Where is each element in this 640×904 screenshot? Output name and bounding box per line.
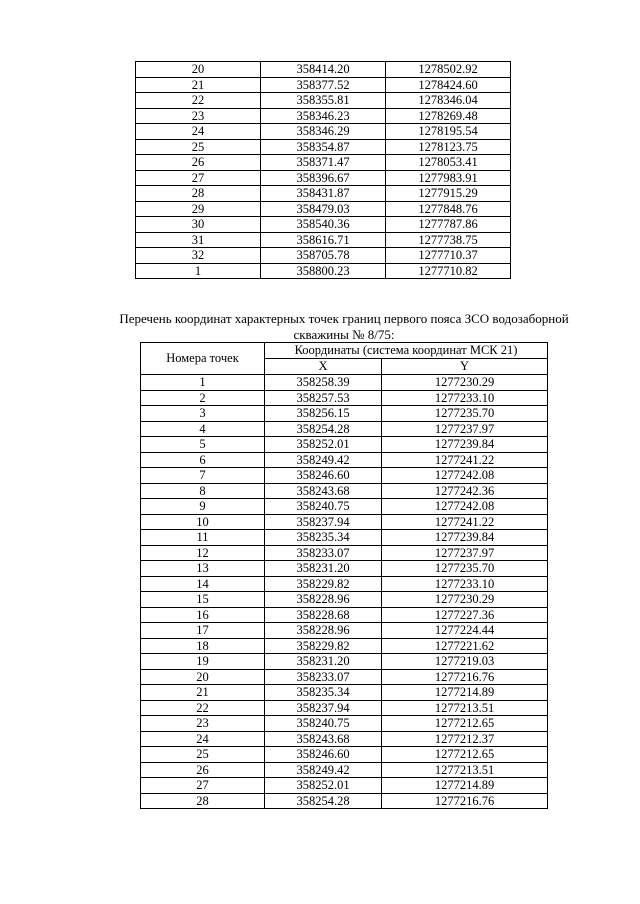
point-number-cell: 16 xyxy=(141,607,265,623)
table-row xyxy=(141,452,548,468)
table-row xyxy=(141,716,548,732)
y-coordinate-cell: 1277235.70 xyxy=(382,561,548,577)
table-row xyxy=(141,390,548,406)
point-number-cell: 24 xyxy=(136,124,261,140)
x-coordinate-cell: 358252.01 xyxy=(265,778,382,794)
y-coordinate-cell: 1277239.84 xyxy=(382,437,548,453)
y-coordinate-cell: 1277242.08 xyxy=(382,499,548,515)
table-row xyxy=(136,263,511,279)
table-row xyxy=(141,607,548,623)
y-coordinate-cell: 1277239.84 xyxy=(382,530,548,546)
point-number-cell: 19 xyxy=(141,654,265,670)
point-number-cell: 8 xyxy=(141,483,265,499)
point-number-cell: 24 xyxy=(141,731,265,747)
y-coordinate-cell: 1277983.91 xyxy=(386,170,511,186)
table-row xyxy=(141,406,548,422)
point-number-cell: 7 xyxy=(141,468,265,484)
point-number-cell: 23 xyxy=(136,108,261,124)
point-number-cell: 30 xyxy=(136,217,261,233)
well-zone-coordinates-body xyxy=(141,375,548,809)
table-row xyxy=(136,62,511,78)
x-coordinate-cell: 358231.20 xyxy=(265,654,382,670)
y-coordinate-cell: 1277216.76 xyxy=(382,669,548,685)
point-number-cell: 22 xyxy=(136,93,261,109)
y-coordinate-cell: 1278346.04 xyxy=(386,93,511,109)
y-coordinate-cell: 1278269.48 xyxy=(386,108,511,124)
table-row xyxy=(136,155,511,171)
x-coordinate-cell: 358254.28 xyxy=(265,793,382,809)
header-x: X xyxy=(265,359,382,375)
table-row xyxy=(136,170,511,186)
y-coordinate-cell: 1277848.76 xyxy=(386,201,511,217)
point-number-cell: 9 xyxy=(141,499,265,515)
header-point-numbers: Номера точек xyxy=(141,343,265,375)
y-coordinate-cell: 1277221.62 xyxy=(382,638,548,654)
x-coordinate-cell: 358231.20 xyxy=(265,561,382,577)
x-coordinate-cell: 358237.94 xyxy=(265,514,382,530)
y-coordinate-cell: 1277212.65 xyxy=(382,716,548,732)
x-coordinate-cell: 358229.82 xyxy=(265,576,382,592)
x-coordinate-cell: 358257.53 xyxy=(265,390,382,406)
y-coordinate-cell: 1278502.92 xyxy=(386,62,511,78)
y-coordinate-cell: 1277219.03 xyxy=(382,654,548,670)
point-number-cell: 20 xyxy=(136,62,261,78)
x-coordinate-cell: 358240.75 xyxy=(265,499,382,515)
y-coordinate-cell: 1278053.41 xyxy=(386,155,511,171)
y-coordinate-cell: 1277212.65 xyxy=(382,747,548,763)
x-coordinate-cell: 358235.34 xyxy=(265,530,382,546)
table-row xyxy=(141,638,548,654)
table-caption xyxy=(96,311,592,343)
y-coordinate-cell: 1277787.86 xyxy=(386,217,511,233)
point-number-cell: 27 xyxy=(141,778,265,794)
point-number-cell: 31 xyxy=(136,232,261,248)
x-coordinate-cell: 358252.01 xyxy=(265,437,382,453)
point-number-cell: 4 xyxy=(141,421,265,437)
table-row xyxy=(136,93,511,109)
table-row xyxy=(136,124,511,140)
x-coordinate-cell: 358414.20 xyxy=(261,62,386,78)
table-row xyxy=(136,139,511,155)
table-row xyxy=(141,437,548,453)
point-number-cell: 18 xyxy=(141,638,265,654)
point-number-cell: 25 xyxy=(136,139,261,155)
table-row xyxy=(141,530,548,546)
x-coordinate-cell: 358354.87 xyxy=(261,139,386,155)
y-coordinate-cell: 1277738.75 xyxy=(386,232,511,248)
y-coordinate-cell: 1277710.82 xyxy=(386,263,511,279)
x-coordinate-cell: 358396.67 xyxy=(261,170,386,186)
x-coordinate-cell: 358243.68 xyxy=(265,483,382,499)
table-header xyxy=(141,343,548,375)
continued-coordinates-table xyxy=(135,61,511,279)
point-number-cell: 17 xyxy=(141,623,265,639)
point-number-cell: 27 xyxy=(136,170,261,186)
x-coordinate-cell: 358249.42 xyxy=(265,452,382,468)
point-number-cell: 3 xyxy=(141,406,265,422)
table-row xyxy=(141,654,548,670)
continued-coordinates-body xyxy=(136,62,511,279)
table-row xyxy=(141,747,548,763)
table-row xyxy=(141,421,548,437)
point-number-cell: 1 xyxy=(136,263,261,279)
caption-line-2: скважины № 8/75: xyxy=(293,327,395,342)
point-number-cell: 20 xyxy=(141,669,265,685)
point-number-cell: 21 xyxy=(141,685,265,701)
y-coordinate-cell: 1277242.08 xyxy=(382,468,548,484)
x-coordinate-cell: 358240.75 xyxy=(265,716,382,732)
caption-line-1: Перечень координат характерных точек границ первого пояса ЗСО водозаборной xyxy=(119,311,569,326)
table-row xyxy=(141,762,548,778)
x-coordinate-cell: 358479.03 xyxy=(261,201,386,217)
table-row xyxy=(141,468,548,484)
y-coordinate-cell: 1277237.97 xyxy=(382,545,548,561)
point-number-cell: 1 xyxy=(141,375,265,391)
point-number-cell: 29 xyxy=(136,201,261,217)
table-row xyxy=(136,108,511,124)
table-row xyxy=(136,186,511,202)
x-coordinate-cell: 358243.68 xyxy=(265,731,382,747)
y-coordinate-cell: 1277237.97 xyxy=(382,421,548,437)
point-number-cell: 15 xyxy=(141,592,265,608)
x-coordinate-cell: 358431.87 xyxy=(261,186,386,202)
x-coordinate-cell: 358249.42 xyxy=(265,762,382,778)
point-number-cell: 2 xyxy=(141,390,265,406)
y-coordinate-cell: 1277213.51 xyxy=(382,700,548,716)
well-zone-coordinates-table xyxy=(140,342,548,809)
point-number-cell: 26 xyxy=(141,762,265,778)
x-coordinate-cell: 358800.23 xyxy=(261,263,386,279)
x-coordinate-cell: 358233.07 xyxy=(265,669,382,685)
table-row xyxy=(141,576,548,592)
x-coordinate-cell: 358377.52 xyxy=(261,77,386,93)
x-coordinate-cell: 358540.36 xyxy=(261,217,386,233)
table-row xyxy=(136,217,511,233)
y-coordinate-cell: 1277212.37 xyxy=(382,731,548,747)
x-coordinate-cell: 358346.23 xyxy=(261,108,386,124)
table-row xyxy=(141,793,548,809)
y-coordinate-cell: 1277227.36 xyxy=(382,607,548,623)
table-row xyxy=(141,669,548,685)
y-coordinate-cell: 1277241.22 xyxy=(382,452,548,468)
table-row xyxy=(141,499,548,515)
point-number-cell: 22 xyxy=(141,700,265,716)
table-row xyxy=(141,375,548,391)
x-coordinate-cell: 358228.68 xyxy=(265,607,382,623)
point-number-cell: 25 xyxy=(141,747,265,763)
y-coordinate-cell: 1277710.37 xyxy=(386,248,511,264)
point-number-cell: 23 xyxy=(141,716,265,732)
table-row xyxy=(136,77,511,93)
point-number-cell: 10 xyxy=(141,514,265,530)
table-row xyxy=(141,685,548,701)
table-row xyxy=(136,248,511,264)
y-coordinate-cell: 1278123.75 xyxy=(386,139,511,155)
x-coordinate-cell: 358246.60 xyxy=(265,468,382,484)
y-coordinate-cell: 1277235.70 xyxy=(382,406,548,422)
x-coordinate-cell: 358346.29 xyxy=(261,124,386,140)
table-row xyxy=(141,483,548,499)
x-coordinate-cell: 358237.94 xyxy=(265,700,382,716)
point-number-cell: 26 xyxy=(136,155,261,171)
x-coordinate-cell: 358228.96 xyxy=(265,592,382,608)
point-number-cell: 11 xyxy=(141,530,265,546)
table-row xyxy=(141,514,548,530)
x-coordinate-cell: 358371.47 xyxy=(261,155,386,171)
x-coordinate-cell: 358229.82 xyxy=(265,638,382,654)
point-number-cell: 13 xyxy=(141,561,265,577)
y-coordinate-cell: 1277214.89 xyxy=(382,685,548,701)
y-coordinate-cell: 1277216.76 xyxy=(382,793,548,809)
table-row xyxy=(141,778,548,794)
table-row xyxy=(141,623,548,639)
point-number-cell: 28 xyxy=(141,793,265,809)
x-coordinate-cell: 358355.81 xyxy=(261,93,386,109)
x-coordinate-cell: 358254.28 xyxy=(265,421,382,437)
table-row xyxy=(141,700,548,716)
point-number-cell: 5 xyxy=(141,437,265,453)
x-coordinate-cell: 358705.78 xyxy=(261,248,386,264)
x-coordinate-cell: 358235.34 xyxy=(265,685,382,701)
point-number-cell: 28 xyxy=(136,186,261,202)
table-row xyxy=(141,561,548,577)
y-coordinate-cell: 1277233.10 xyxy=(382,576,548,592)
table-row xyxy=(136,232,511,248)
y-coordinate-cell: 1277242.36 xyxy=(382,483,548,499)
point-number-cell: 21 xyxy=(136,77,261,93)
point-number-cell: 12 xyxy=(141,545,265,561)
x-coordinate-cell: 358258.39 xyxy=(265,375,382,391)
point-number-cell: 14 xyxy=(141,576,265,592)
point-number-cell: 32 xyxy=(136,248,261,264)
x-coordinate-cell: 358256.15 xyxy=(265,406,382,422)
table-row xyxy=(141,545,548,561)
y-coordinate-cell: 1277224.44 xyxy=(382,623,548,639)
point-number-cell: 6 xyxy=(141,452,265,468)
x-coordinate-cell: 358228.96 xyxy=(265,623,382,639)
table-row xyxy=(136,201,511,217)
x-coordinate-cell: 358233.07 xyxy=(265,545,382,561)
y-coordinate-cell: 1277233.10 xyxy=(382,390,548,406)
y-coordinate-cell: 1277214.89 xyxy=(382,778,548,794)
table-row xyxy=(141,731,548,747)
y-coordinate-cell: 1278195.54 xyxy=(386,124,511,140)
y-coordinate-cell: 1278424.60 xyxy=(386,77,511,93)
header-y: Y xyxy=(382,359,548,375)
y-coordinate-cell: 1277230.29 xyxy=(382,592,548,608)
x-coordinate-cell: 358246.60 xyxy=(265,747,382,763)
y-coordinate-cell: 1277241.22 xyxy=(382,514,548,530)
header-coordinates: Координаты (система координат МСК 21) xyxy=(265,343,548,359)
table-row xyxy=(141,592,548,608)
y-coordinate-cell: 1277213.51 xyxy=(382,762,548,778)
x-coordinate-cell: 358616.71 xyxy=(261,232,386,248)
y-coordinate-cell: 1277915.29 xyxy=(386,186,511,202)
y-coordinate-cell: 1277230.29 xyxy=(382,375,548,391)
